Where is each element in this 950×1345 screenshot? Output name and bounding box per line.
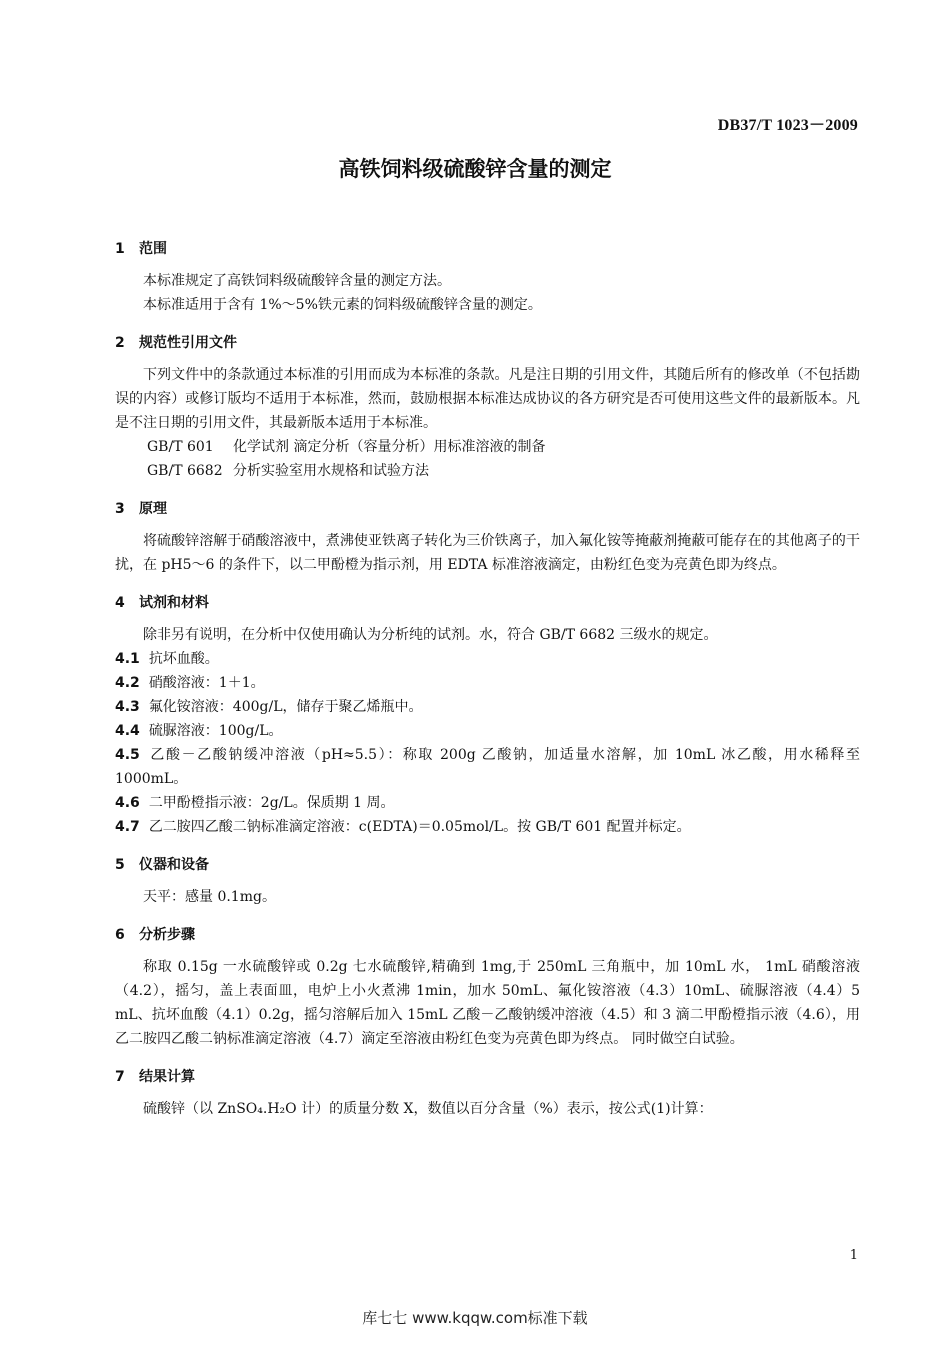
footer-watermark: 库七七 www.kqqw.com标准下载 <box>362 1309 588 1327</box>
item-text: 乙二胺四乙酸二钠标准滴定溶液：c(EDTA)＝0.05mol/L。按 GB/T 601 配置并标定。 <box>148 819 691 835</box>
section-heading-principle <box>115 497 860 521</box>
paragraph: 下列文件中的条款通过本标准的引用而成为本标准的条款。凡是注日期的引用文件，其随后所有的修改单（不包括勘误的内容）或修订版均不适用于本标准，然而，鼓励根据本标准达成协议的各方研究是否可使用这些文件的最新版本。凡是不注日期的引用文件，其最新版本适用于本标准。 <box>115 367 860 431</box>
section-title: 原理 <box>139 501 167 517</box>
paragraph: 称取 0.15g 一水硫酸锌或 0.2g 七水硫酸锌,精确到 1mg,于 250mL 三角瓶中，加 10mL 水， 1mL 硝酸溶液（4.2），摇匀，盖上表面皿，电炉上小火煮沸 1min，加水 50mL、氟化铵溶液（4.3）10mL、硫脲溶液（4.4）5 mL、抗坏血酸（4.1）0.2g，摇匀溶解后加入 15mL 乙酸－乙酸钠缓冲溶液（4.5）和 3 滴二甲酚橙指示液（4.6），用乙二胺四乙酸二钠标准滴定溶液（4.7）滴定至溶液由粉红色变为亮黄色即为终点。 同时做空白试验。 <box>115 959 860 1047</box>
paragraph: 将硫酸锌溶解于硝酸溶液中，煮沸使亚铁离子转化为三价铁离子，加入氟化铵等掩蔽剂掩蔽可能存在的其他离子的干扰，在 pH5～6 的条件下，以二甲酚橙为指示剂，用 EDTA 标准溶液滴定，由粉红色变为亮黄色即为终点。 <box>115 533 860 573</box>
paragraph: 天平：感量 0.1mg。 <box>143 889 276 905</box>
reference-title: 分析实验室用水规格和试验方法 <box>233 463 429 479</box>
reagent-item <box>115 815 860 839</box>
section-number: 6 <box>115 927 125 943</box>
section-title: 范围 <box>139 241 167 257</box>
section-number: 7 <box>115 1069 125 1085</box>
reference-code: GB/T 6682 <box>147 463 223 479</box>
item-number: 4.6 <box>115 795 140 811</box>
paragraph: 本标准适用于含有 1%～5%铁元素的饲料级硫酸锌含量的测定。 <box>143 297 542 313</box>
reference-code: GB/T 601 <box>147 439 214 455</box>
section-title: 结果计算 <box>139 1069 195 1085</box>
section-heading-calculation <box>115 1065 860 1089</box>
section-number: 5 <box>115 857 125 873</box>
section-number: 4 <box>115 595 125 611</box>
item-text: 二甲酚橙指示液：2g/L。保质期 1 周。 <box>148 795 395 811</box>
paragraph: 硫酸锌（以 ZnSO₄.H₂O 计）的质量分数 X，数值以百分含量（%）表示，按公式(1)计算： <box>143 1101 713 1117</box>
document-code: DB37/T 1023－2009 <box>717 117 858 134</box>
section-number: 1 <box>115 241 125 257</box>
reference-item <box>115 435 860 459</box>
item-number: 4.1 <box>115 651 140 667</box>
reagent-item <box>115 695 860 719</box>
reagent-item <box>115 719 860 743</box>
paragraph: 本标准规定了高铁饲料级硫酸锌含量的测定方法。 <box>143 273 451 289</box>
reagent-item <box>115 743 860 791</box>
item-number: 4.4 <box>115 723 140 739</box>
section-title: 试剂和材料 <box>139 595 209 611</box>
item-text: 乙酸－乙酸钠缓冲溶液（pH≈5.5）：称取 200g 乙酸钠，加适量水溶解，加 10mL 冰乙酸，用水稀释至 1000mL。 <box>115 747 860 787</box>
section-heading-scope <box>115 237 860 261</box>
section-title: 分析步骤 <box>139 927 195 943</box>
section-title: 规范性引用文件 <box>139 335 237 351</box>
item-number: 4.3 <box>115 699 140 715</box>
item-number: 4.7 <box>115 819 140 835</box>
paragraph: 除非另有说明，在分析中仅使用确认为分析纯的试剂。水，符合 GB/T 6682 三级水的规定。 <box>143 627 718 643</box>
section-title: 仪器和设备 <box>139 857 209 873</box>
reagent-item <box>115 791 860 815</box>
item-text: 硝酸溶液：1＋1。 <box>148 675 265 691</box>
item-text: 氟化铵溶液：400g/L，储存于聚乙烯瓶中。 <box>148 699 423 715</box>
reagent-item <box>115 647 860 671</box>
item-number: 4.5 <box>115 747 140 763</box>
section-heading-apparatus <box>115 853 860 877</box>
section-number: 3 <box>115 501 125 517</box>
reagent-item <box>115 671 860 695</box>
section-heading-reagents <box>115 591 860 615</box>
item-text: 硫脲溶液：100g/L。 <box>148 723 283 739</box>
section-heading-procedure <box>115 923 860 947</box>
page-number: 1 <box>849 1248 858 1263</box>
item-text: 抗坏血酸。 <box>148 651 219 667</box>
section-number: 2 <box>115 335 125 351</box>
reference-title: 化学试剂 滴定分析（容量分析）用标准溶液的制备 <box>233 439 546 455</box>
document-body <box>115 237 860 1121</box>
document-title: 高铁饲料级硫酸锌含量的测定 <box>338 157 612 181</box>
reference-item <box>115 459 860 483</box>
item-number: 4.2 <box>115 675 140 691</box>
section-heading-normative-references <box>115 331 860 355</box>
